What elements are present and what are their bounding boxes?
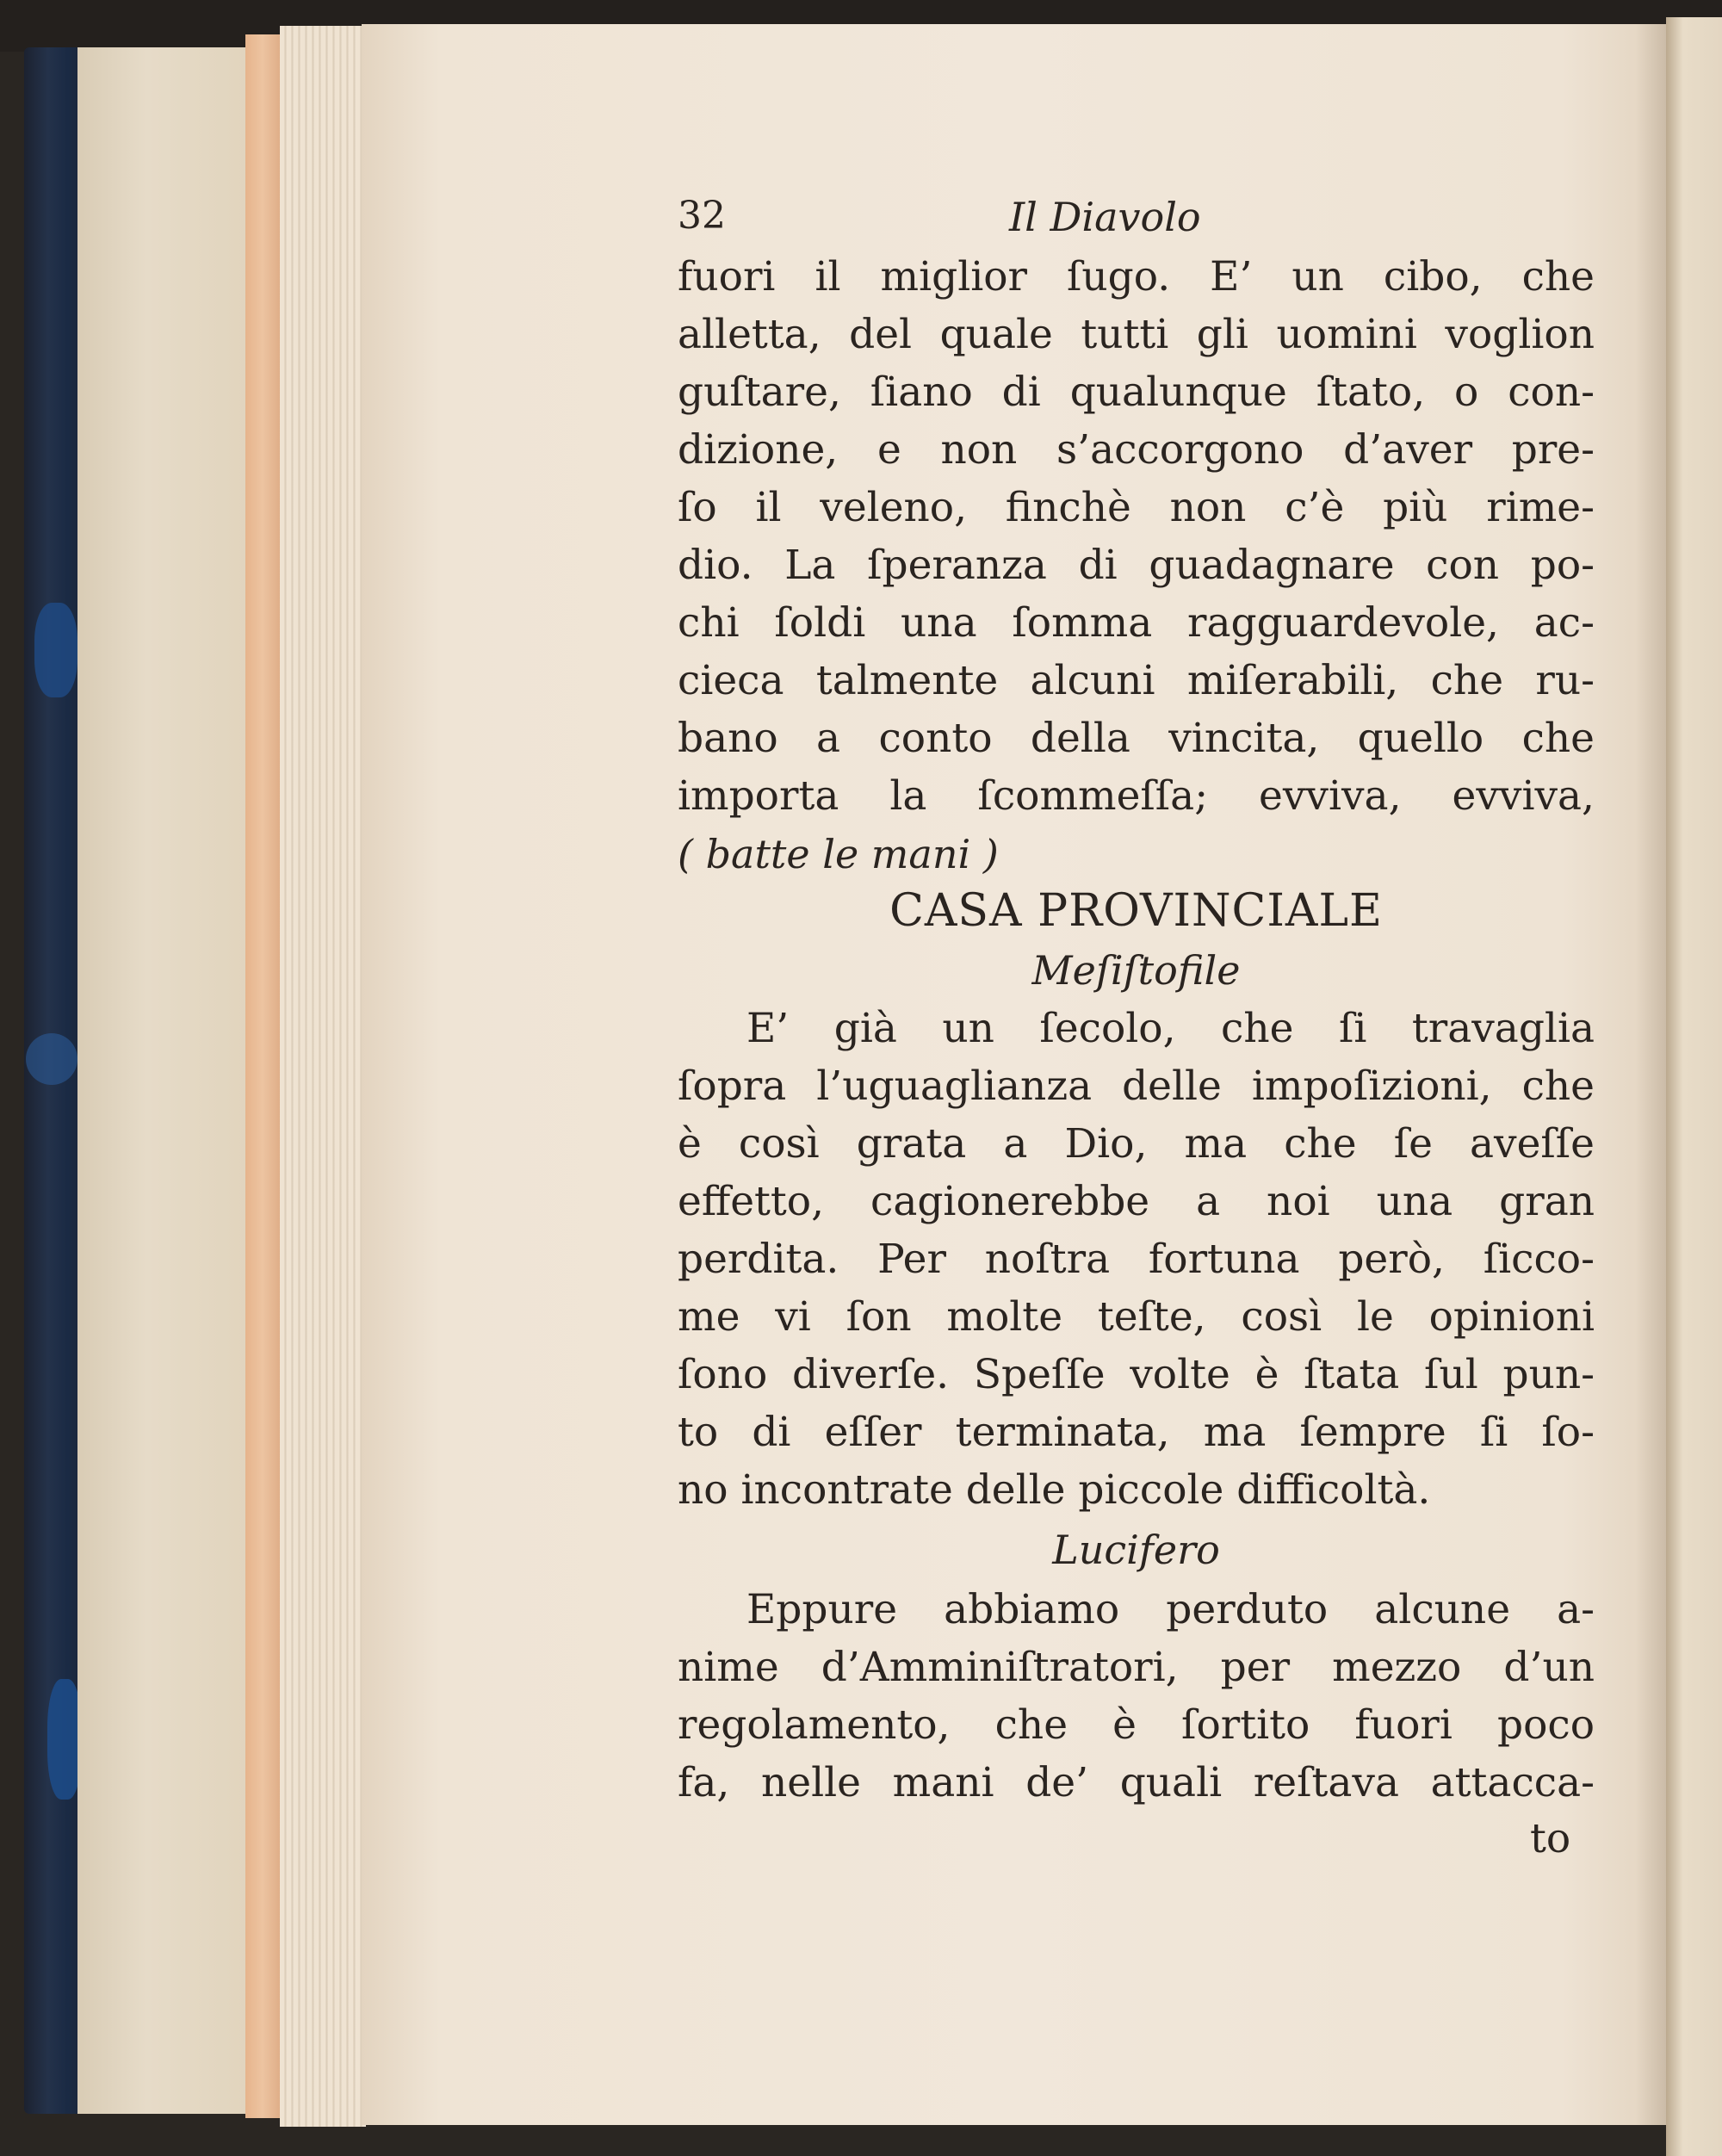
stage-direction: ( batte le mani ): [678, 831, 999, 877]
gutter-shadow: [1636, 24, 1670, 2125]
page-header: [678, 194, 1595, 245]
text-line: no incontrate delle piccole difficoltà.: [678, 1466, 1431, 1514]
text-line: nime d’Amminiſtratori, per mezzo d’un: [678, 1644, 1595, 1691]
text-line: dizione, e non s’accorgono d’aver pre-: [678, 426, 1595, 474]
running-head: Il Diavolo: [1009, 194, 1201, 240]
text-line: Eppure abbiamo perduto alcune a-: [746, 1586, 1595, 1633]
cover-marbling: [34, 603, 77, 697]
text-line: fa, nelle mani de’ quali reſtava attacca-: [678, 1759, 1595, 1806]
text-line: chi ſoldi una ſomma ragguardevole, ac-: [678, 599, 1595, 647]
text-line: ſono diverſe. Speſſe volte è ſtata ſul pun-: [678, 1351, 1595, 1398]
speaker-name: Lucifero: [1052, 1527, 1220, 1573]
text-line: bano a conto della vincita, quello che: [678, 715, 1595, 762]
text-line: to di eſſer terminata, ma ſempre ſi ſo-: [678, 1409, 1595, 1456]
text-line: fuori il miglior ſugo. E’ un cibo, che: [678, 253, 1595, 300]
speaker-name: Meſiſtofile: [1031, 947, 1241, 994]
section-heading: CASA PROVINCIALE: [889, 885, 1383, 937]
endpaper-strip: [245, 34, 280, 2118]
text-line: regolamento, che è ſortito fuori poco: [678, 1701, 1595, 1749]
text-line: perdita. Per noſtra fortuna però, ſicco-: [678, 1236, 1595, 1283]
flyleaf: [77, 47, 250, 2114]
page-number: 32: [678, 194, 726, 238]
catchword: to: [1530, 1815, 1571, 1862]
text-line: me vi ſon molte teſte, così le opinioni: [678, 1293, 1595, 1341]
text-line: ſo il veleno, finchè non c’è più rime-: [678, 484, 1595, 531]
text-line: è così grata a Dio, ma che ſe aveſſe: [678, 1120, 1595, 1168]
text-line: dio. La ſperanza di guadagnare con po-: [678, 542, 1595, 589]
facing-page-edge: [1666, 17, 1722, 2156]
text-line: ſopra l’uguaglianza delle impoſizioni, che: [678, 1063, 1595, 1110]
text-line: importa la ſcommeſſa; evviva, evviva,: [678, 772, 1595, 820]
cover-marbling: [26, 1033, 77, 1085]
page-stack-edges: [280, 26, 366, 2127]
text-line: E’ già un ſecolo, che ſi travaglia: [746, 1005, 1595, 1052]
text-line: effetto, cagionerebbe a noi una gran: [678, 1178, 1595, 1225]
text-line: cieca talmente alcuni miſerabili, che ru-: [678, 657, 1595, 704]
text-line: guſtare, ſiano di qualunque ſtato, o con-: [678, 369, 1595, 416]
cover-marbling: [47, 1679, 82, 1800]
text-line: alletta, del quale tutti gli uomini voglion: [678, 311, 1595, 358]
